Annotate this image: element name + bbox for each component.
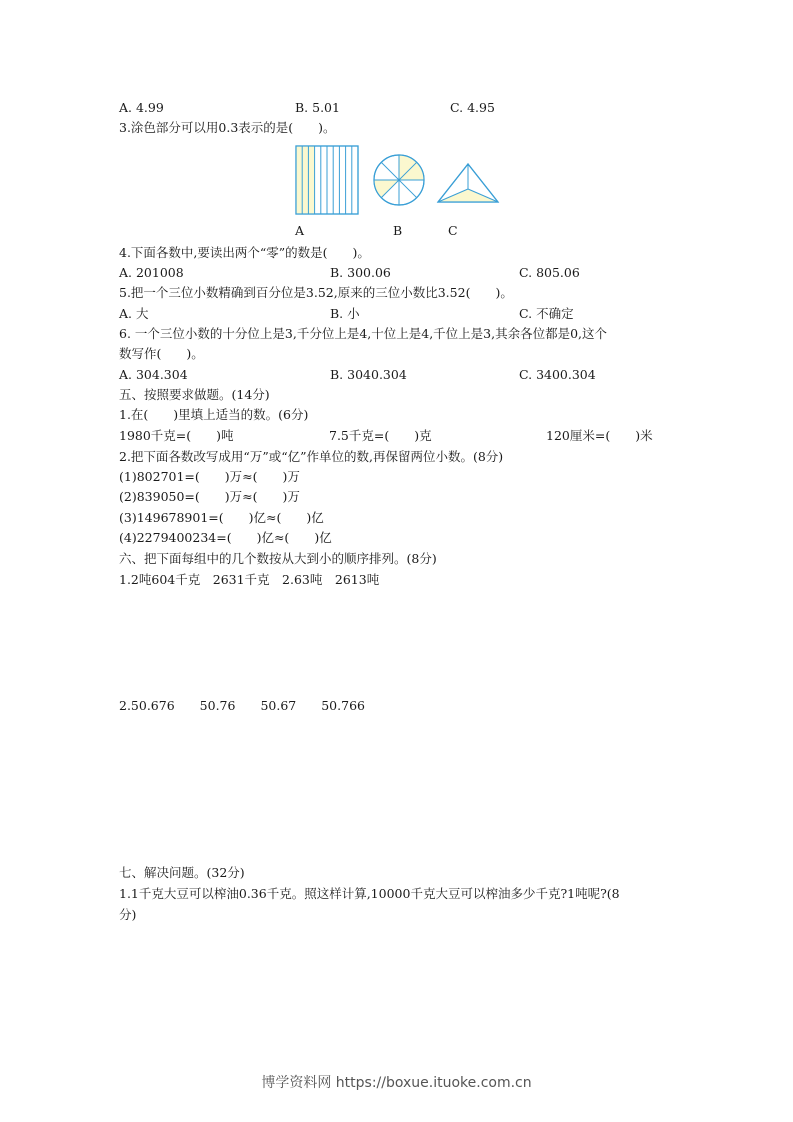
q2-option-a: A. 4.99	[119, 100, 164, 115]
q6-option-c: C. 3400.304	[519, 367, 596, 382]
q2-option-c: C. 4.95	[450, 100, 495, 115]
q5-text: 5.把一个三位小数精确到百分位是3.52,原来的三位小数比3.52( )。	[119, 285, 513, 300]
section5-part2-title: 2.把下面各数改写成用“万”或“亿”作单位的数,再保留两位小数。(8分)	[119, 449, 504, 464]
section6-group-2: 2.50.676 50.76 50.67 50.766	[119, 698, 365, 713]
section5-part1-item-1: 1980千克=( )吨	[119, 428, 234, 443]
section5-part2-item-2: (2)839050=( )万≈( )万	[119, 489, 300, 504]
q6-option-a: A. 304.304	[119, 367, 188, 382]
q5-option-b: B. 小	[330, 306, 360, 321]
q3-figures	[290, 142, 510, 220]
section7-q1-line2: 分)	[119, 907, 137, 922]
section7-q1-line1: 1.1千克大豆可以榨油0.36千克。照这样计算,10000千克大豆可以榨油多少千克?1吨呢?(8	[119, 886, 620, 901]
section7-title: 七、解决问题。(32分)	[119, 865, 245, 880]
q4-option-c: C. 805.06	[519, 265, 580, 280]
q2-option-b: B. 5.01	[295, 100, 340, 115]
section5-title: 五、按照要求做题。(14分)	[119, 387, 270, 402]
figure-label-b: B	[393, 223, 403, 238]
q4-option-a: A. 201008	[119, 265, 184, 280]
section6-title: 六、把下面每组中的几个数按从大到小的顺序排列。(8分)	[119, 551, 437, 566]
section5-part2-item-1: (1)802701=( )万≈( )万	[119, 469, 300, 484]
section6-group-1: 1.2吨604千克 2631千克 2.63吨 2613吨	[119, 572, 380, 587]
figure-b-circle	[374, 155, 424, 205]
q6-text-line2: 数写作( )。	[119, 346, 204, 361]
section5-part2-item-4: (4)2279400234=( )亿≈( )亿	[119, 530, 332, 545]
figure-label-c: C	[448, 223, 458, 238]
footer-watermark: 博学资料网 https://boxue.ituoke.com.cn	[261, 1075, 532, 1091]
figure-c-triangle	[438, 164, 498, 202]
q5-option-c: C. 不确定	[519, 306, 574, 321]
q6-option-b: B. 3040.304	[330, 367, 407, 382]
q4-text: 4.下面各数中,要读出两个“零”的数是( )。	[119, 245, 370, 260]
q3-text: 3.涂色部分可以用0.3表示的是( )。	[119, 120, 336, 135]
section5-part2-item-3: (3)149678901=( )亿≈( )亿	[119, 510, 324, 525]
section5-part1-item-3: 120厘米=( )米	[546, 428, 653, 443]
section5-part1-title: 1.在( )里填上适当的数。(6分)	[119, 407, 309, 422]
q6-text-line1: 6. 一个三位小数的十分位上是3,千分位上是4,十位上是4,千位上是3,其余各位都是0,这个	[119, 326, 608, 341]
figure-a-strips	[296, 146, 358, 214]
q4-option-b: B. 300.06	[330, 265, 391, 280]
section5-part1-item-2: 7.5千克=( )克	[329, 428, 432, 443]
figure-label-a: A	[295, 223, 305, 238]
q5-option-a: A. 大	[119, 306, 149, 321]
